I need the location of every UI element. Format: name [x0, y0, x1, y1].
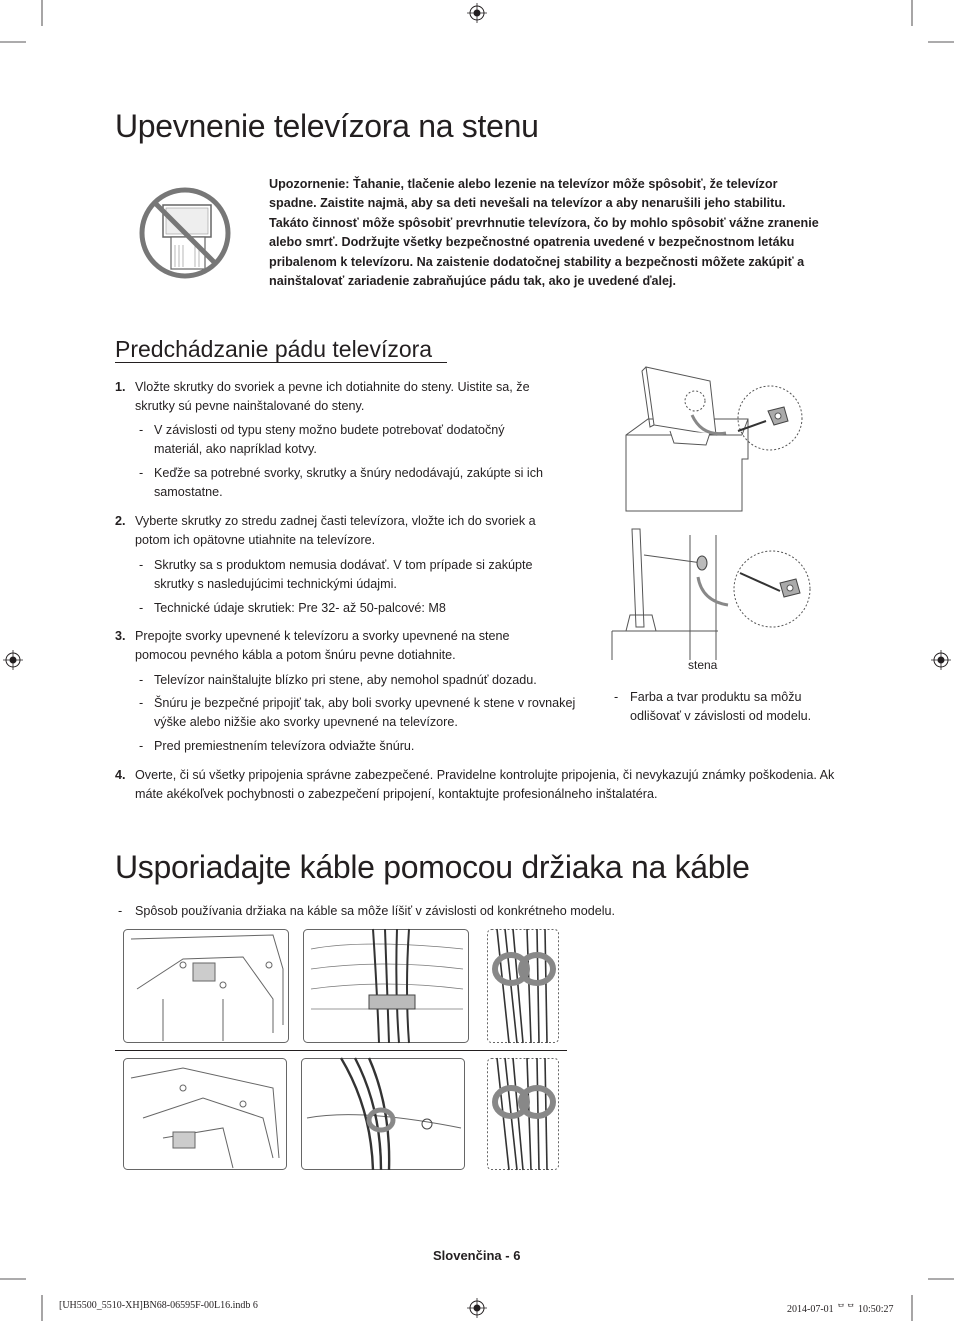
note-dash: -: [139, 696, 144, 710]
step-number: 1.: [115, 380, 126, 394]
registration-mark-icon: [3, 650, 23, 670]
step-text: Vyberte skrutky zo stredu zadnej časti televízora, vložte ich do svoriek a potom ich opätovne utiahnite na televízore.: [135, 514, 536, 548]
step-note: V závislosti od typu steny možno budete potrebovať dodatočný materiál, ako napríklad kotvy.: [154, 423, 505, 457]
figure-note: Farba a tvar produktu sa môžu odlišovať v závislosti od modelu.: [630, 690, 812, 724]
note-dash: -: [614, 690, 619, 704]
cable-holder-panel-4: [301, 1058, 465, 1170]
note-dash: -: [139, 673, 144, 687]
no-climbing-tv-icon: [137, 185, 233, 281]
cable-holder-panel-3: [123, 1058, 287, 1170]
cable-holder-panel-1: [123, 929, 289, 1043]
note-dash: -: [139, 423, 144, 437]
step-note: Pred premiestnením televízora odviažte šnúru.: [154, 739, 415, 753]
section-title-cable-holder: Usporiadajte káble pomocou držiaka na káble: [115, 849, 750, 885]
step-note: Technické údaje skrutiek: Pre 32- až 50-palcové: M8: [154, 601, 446, 615]
registration-mark-icon: [467, 3, 487, 23]
step-number: 4.: [115, 768, 126, 782]
cable-holder-detail-2: [487, 1058, 559, 1170]
section-title-underline: [115, 362, 447, 363]
step-note: Televízor nainštalujte blízko pri stene, aby nemohol spadnúť dozadu.: [154, 673, 537, 687]
section-title-wall-mount: Upevnenie televízora na stenu: [115, 108, 539, 144]
step-number: 2.: [115, 514, 126, 528]
cable-holder-detail-1: [487, 929, 559, 1043]
step-note: Skrutky sa s produktom nemusia dodávať. V tom prípade si zakúpte skrutky s nasledujúcimi technickými údajmi.: [154, 558, 533, 592]
cable-holder-note: Spôsob používania držiaka na káble sa môže líšiť v závislosti od konkrétneho modelu.: [135, 904, 616, 918]
note-dash: -: [139, 601, 144, 615]
registration-mark-icon: [931, 650, 951, 670]
note-dash: -: [139, 739, 144, 753]
note-dash: -: [139, 466, 144, 480]
note-dash: -: [118, 904, 123, 918]
step-note: Šnúru je bezpečné pripojiť tak, aby boli svorky upevnené k stene v rovnakej výške alebo nižšie ako svorky upevnené na televízore.: [154, 696, 576, 730]
step-number: 3.: [115, 629, 126, 643]
wall-label: stena: [688, 658, 718, 672]
tv-stand-clamp-illustration: [620, 363, 810, 513]
page-number: Slovenčina - 6: [433, 1248, 521, 1263]
imprint-right: 2014-07-01 ᄆᄆ 10:50:27: [787, 1304, 894, 1315]
step-text: Prepojte svorky upevnené k televízoru a svorky upevnené na stene pomocou pevného kábla a potom šnúru pevne dotiahnite.: [135, 629, 510, 663]
panel-divider: [115, 1050, 567, 1051]
registration-mark-icon: [467, 1298, 487, 1318]
section-title-fall-prevention: Predchádzanie pádu televízora: [115, 336, 433, 362]
imprint-left: [UH5500_5510-XH]BN68-06595F-00L16.indb 6: [59, 1300, 258, 1311]
step-text: Vložte skrutky do svoriek a pevne ich dotiahnite do steny. Uistite sa, že skrutky sú pevne nainštalované do steny.: [135, 380, 530, 414]
note-dash: -: [139, 558, 144, 572]
warning-text: Upozornenie: Ťahanie, tlačenie alebo lezenie na televízor môže spôsobiť, že televízor spadne. Zaistite najmä, aby sa deti nevešali na televízor a aby nenarušili jeho stabilitu. Takáto činnosť môže spôsobiť prevrhnutie televízora, čo by mohlo spôsobiť vážne zranenie alebo smrť. Dodržujte všetky bezpečnostné opatrenia uvedené v bezpečnostnom letáku pribalenom k televízoru. Na zaistenie dodatočnej stability a bezpečnosti môžete zakúpiť a nainštalovať zariadenie zabraňujúce pádu tak, ako je uvedené ďalej.: [269, 177, 819, 289]
tv-wall-side-illustration: [612, 525, 822, 660]
cable-holder-panel-2: [303, 929, 469, 1043]
step-text: Overte, či sú všetky pripojenia správne zabezpečené. Pravidelne kontrolujte pripojenia, či nevykazujú známky poškodenia. Ak máte akékoľvek pochybnosti o zabezpečení pripojení, kontaktujte profesionálneho inštalatéra.: [135, 768, 835, 802]
step-note: Keďže sa potrebné svorky, skrutky a šnúry nedodávajú, zakúpte si ich samostatne.: [154, 466, 544, 500]
